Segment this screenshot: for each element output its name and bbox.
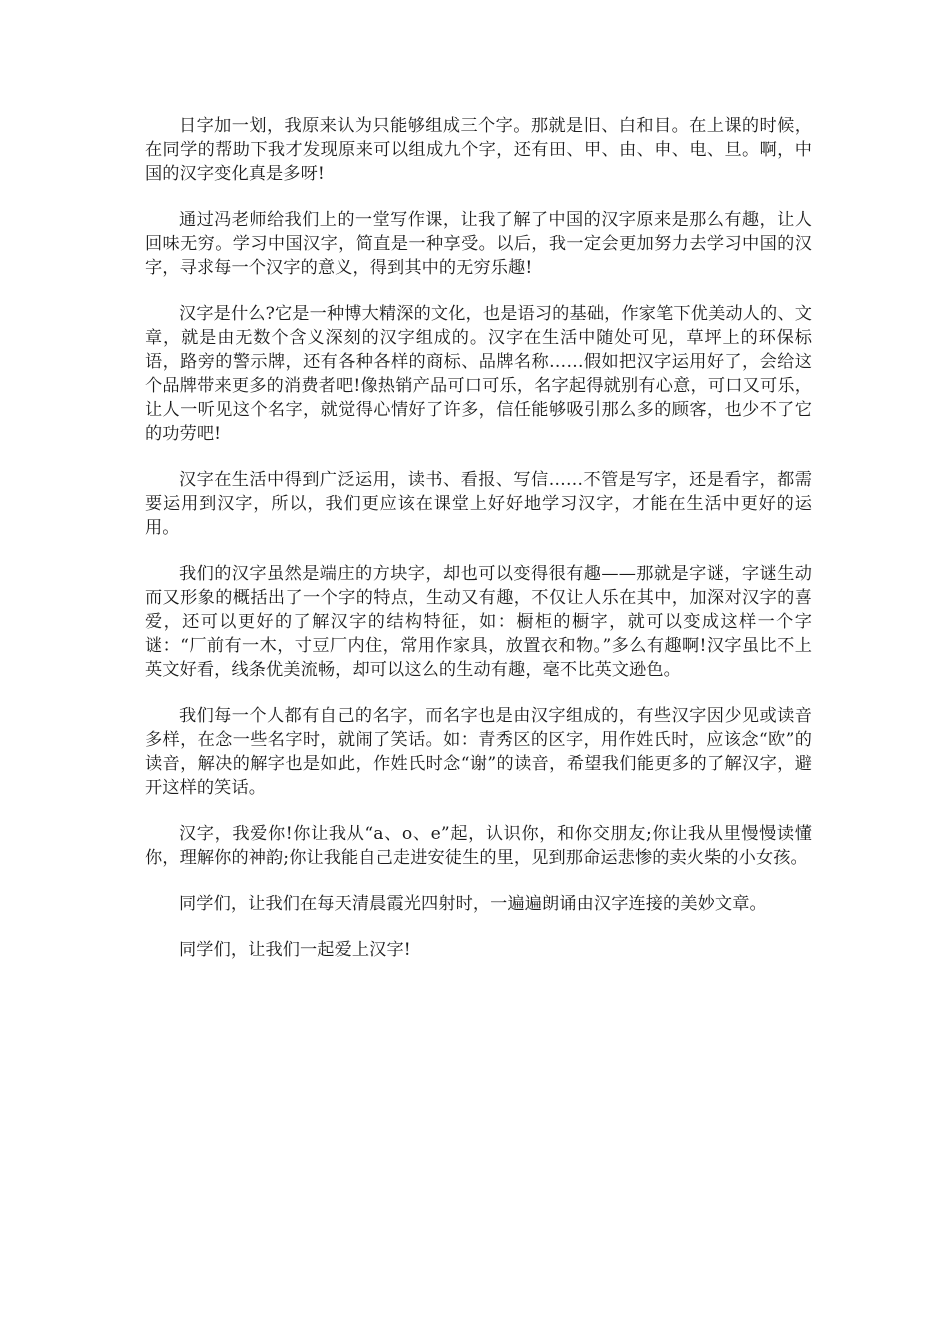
paragraph-8: 同学们，让我们在每天清晨霞光四射时，一遍遍朗诵由汉字连接的美妙文章。 bbox=[179, 894, 767, 914]
paragraph-6: 我们每一个人都有自己的名字，而名字也是由汉字组成的，有些汉字因少见或读音多样，在念一些名字时，就闹了笑话。如：青秀区的区字，用作姓氏时，应该念“欧”的读音，解决的解字也是如此，作姓氏时念“谢”的读音，希望我们能更多的了解汉字，避开这样的笑话。 bbox=[145, 706, 812, 798]
document-body bbox=[145, 114, 812, 984]
paragraph-9: 同学们，让我们一起爱上汉字! bbox=[179, 940, 411, 960]
paragraph-7: 汉字，我爱你!你让我从“a、o、e”起，认识你，和你交朋友;你让我从里慢慢读懂你，理解你的神韵;你让我能自己走进安徒生的里，见到那命运悲惨的卖火柴的小女孩。 bbox=[145, 824, 812, 868]
paragraph-4: 汉字在生活中得到广泛运用，读书、看报、写信……不管是写字，还是看字，都需要运用到汉字，所以，我们更应该在课堂上好好地学习汉字，才能在生活中更好的运用。 bbox=[145, 470, 812, 538]
paragraph-2: 通过冯老师给我们上的一堂写作课，让我了解了中国的汉字原来是那么有趣，让人回味无穷。学习中国汉字，简直是一种享受。以后，我一定会更加努力去学习中国的汉字，寻求每一个汉字的意义，得到其中的无穷乐趣! bbox=[145, 210, 812, 278]
paragraph-3: 汉字是什么?它是一种博大精深的文化，也是语习的基础，作家笔下优美动人的、文章，就是由无数个含义深刻的汉字组成的。汉字在生活中随处可见，草坪上的环保标语，路旁的警示牌，还有各种各样的商标、品牌名称……假如把汉字运用好了，会给这个品牌带来更多的消费者吧!像热销产品可口可乐，名字起得就别有心意，可口又可乐，让人一听见这个名字，就觉得心情好了许多，信任能够吸引那么多的顾客，也少不了它的功劳吧! bbox=[145, 304, 812, 444]
paragraph-5: 我们的汉字虽然是端庄的方块字，却也可以变得很有趣——那就是字谜，字谜生动而又形象的概括出了一个字的特点，生动又有趣，不仅让人乐在其中，加深对汉字的喜爱，还可以更好的了解汉字的结构特征，如：橱柜的橱字，就可以变成这样一个字谜：“厂前有一木，寸豆厂内住，常用作家具，放置衣和物。”多么有趣啊!汉字虽比不上英文好看，线条优美流畅，却可以这么的生动有趣，毫不比英文逊色。 bbox=[145, 564, 812, 680]
paragraph-1: 日字加一划，我原来认为只能够组成三个字。那就是旧、白和目。在上课的时候，在同学的帮助下我才发现原来可以组成九个字，还有田、甲、由、申、电、旦。啊，中国的汉字变化真是多呀! bbox=[145, 116, 812, 184]
